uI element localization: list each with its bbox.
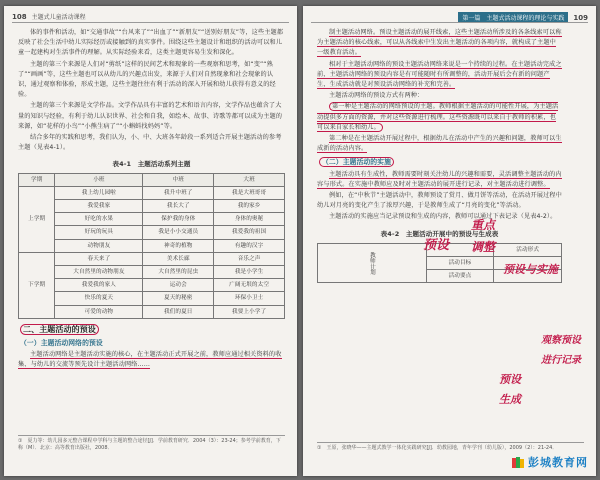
- right-page: [303, 6, 596, 476]
- table-cell: 我是小学生: [214, 266, 285, 279]
- left-header: [12, 12, 86, 21]
- table-4-1-caption: 表4-1 主题活动系列主题: [112, 160, 191, 169]
- table-cell: 我的家乡: [214, 200, 285, 213]
- table-cell: 身体的奥秘: [214, 213, 285, 226]
- right-paragraph-5-text: 第二种是在主题活动开展过程中，根据幼儿在活动中产生的兴趣和问题，教师可以生成新的活动内容。: [317, 135, 562, 153]
- table-cell: 我们的夏日: [143, 305, 214, 318]
- table-header: 中班: [143, 173, 214, 186]
- book-icon: [511, 455, 525, 469]
- table-cell: 我升中班了: [143, 186, 214, 199]
- handwritten-note: 调整: [471, 240, 496, 254]
- table-cell: 有趣的汉字: [214, 239, 285, 252]
- left-paragraph-2: 主题的第三个来源是人们对“剪纸”这样的民间艺术和现象的一些观察和思考，如“变”“熟了”“画画”等，这些主题也可以从幼儿的兴趣点出发，来源于人们对自然现象和社会现象的认识，通过观察和体验，形成主题，这些主题往往有利于活动的深入开展和幼儿获得有意义的经验。: [18, 60, 276, 99]
- right-footnote: ① 王原，张晓华——主题式教学一体化实践研究[J]．幼教园地，青年学刊（幼儿版），2009（2）：21-24．: [317, 442, 584, 452]
- table-row: [19, 266, 285, 279]
- table-row: [19, 305, 285, 318]
- book-spread: [4, 6, 596, 476]
- table-cell: 好玩的玩具: [55, 226, 143, 239]
- subsection-text: [18, 350, 285, 370]
- table-row: [19, 226, 285, 239]
- table-cell: 保护我的身体: [143, 213, 214, 226]
- subsection-title: （一）主题活动网络的预设: [20, 339, 103, 348]
- handwritten-note: 预设与实施: [503, 263, 558, 276]
- right-paragraph-4: [317, 102, 562, 133]
- table-cell: 我爱我的祖国: [214, 226, 285, 239]
- table-cell: 环保小卫士: [214, 292, 285, 305]
- handwritten-note: 生成: [499, 393, 521, 406]
- handwritten-note: 预设: [423, 238, 450, 253]
- table-row: [19, 292, 285, 305]
- table-row: [19, 213, 285, 226]
- table-cell: 广阔无垠的太空: [214, 279, 285, 292]
- watermark-text: 彭城教育网: [528, 456, 588, 469]
- table-cell: 我上幼儿园啦: [55, 186, 143, 199]
- table-cell: 活动要点: [426, 270, 494, 283]
- right-paragraph-8: 主题活动的实施应当记录预设和生成的内容，教师可以通过下表记录（见表4-2）。: [329, 213, 557, 221]
- subsection-text-highlight: 主题活动网络是主题活动实施的核心，在主题活动正式开展之前，教师应通过相关资料的收集、与幼儿的交流等预先设计主题活动网络……: [18, 351, 282, 369]
- watermark-logo: [511, 454, 588, 470]
- table-cell: 上学期: [19, 186, 55, 252]
- right-paragraph-1: [317, 28, 562, 59]
- table-row: [19, 252, 285, 265]
- section-title: [20, 325, 285, 335]
- table-cell: 我长大了: [143, 200, 214, 213]
- right-paragraph-6-text: 主题活动具有生成性，教师需要时刻关注幼儿的兴趣和需要，灵活调整主题活动的内容与形式。在实施中教师应及时对主题活动的展开进行记录，对主题活动进行调整。: [317, 170, 562, 188]
- table-cell: 音乐之声: [214, 252, 285, 265]
- table-row: [19, 279, 285, 292]
- table-cell: 运动会: [143, 279, 214, 292]
- table-cell: 快乐的夏天: [55, 292, 143, 305]
- table-cell: 可爱的动物: [55, 305, 143, 318]
- left-paragraph-1: 体的事件和活动，如“交通事故”“台风来了”“出血了”“新朋友”“送别好朋友”等，这些主题都反映了社会生活中幼儿实际经历或接触到的真实事件。围绕这些主题设计和组织的活动可以和儿童一起建构对生活事件的理解。从实际经验来看，这类主题更容易生发和深化。: [18, 29, 284, 57]
- handwritten-note: 进行记录: [541, 355, 581, 366]
- table-header: 学期: [19, 173, 55, 186]
- table-cell: 我是小小交通员: [143, 226, 214, 239]
- left-paragraph-3: 主题的第三个来源是文学作品。文学作品具有丰富的艺术和语言内容，文学作品也蕴含了大量的知识与经验，有利于幼儿认识世界、社会和自我，如绘本、故事、诗歌等都可以成为主题的来源，如“花样的小鸟”“小熊生病了”“小蝌蚪找妈妈”等。: [18, 102, 283, 130]
- table-cell: 我是大班哥哥: [214, 186, 285, 199]
- table-cell: 我爱我的家人: [55, 279, 143, 292]
- right-subsection-title-text: （二）主题活动的实施: [319, 157, 394, 167]
- table-row: [19, 186, 285, 199]
- right-paragraph-6: [317, 170, 562, 190]
- table-cell: 活动形式: [494, 243, 562, 256]
- left-page-number: 108: [12, 12, 27, 21]
- table-cell: 好吃的水果: [55, 213, 143, 226]
- left-paragraph-4: 结合多年的实践和思考，我们认为，小、中、大班各年龄段一系列适合开展主题活动的参考主题（见表4-1）。: [18, 134, 282, 152]
- table-row: [19, 200, 285, 213]
- left-body: [18, 28, 285, 372]
- handwritten-note: 重点: [471, 218, 496, 232]
- right-page-number: 109: [573, 13, 588, 22]
- right-paragraph-2-text: 相对于主题活动网络的预设主题活动网络来说是一个持续的过程。在主题活动完成之前，主题活动网络的预设内容是有可能随时有所调整的，活动开展后会有新的问题产生，生成活动就是对预设活动网络的补充和完善。: [317, 60, 562, 89]
- right-paragraph-2: [317, 60, 562, 91]
- handwritten-note: 观察预设: [541, 335, 581, 346]
- right-paragraph-1-text: 制主题活动网络。预设主题活动的展开线索，这些主题活动所涉及的各条线索可以称为主题活动的核心线索，可以从各线索中生发出主题活动的各项内容，就构成了主题中一级教育活动。: [317, 29, 562, 57]
- table-4-1: [18, 173, 285, 319]
- table-cell: 我爱我家: [55, 200, 143, 213]
- table-cell: 大自然里的昆虫: [143, 266, 214, 279]
- left-page: [4, 6, 297, 476]
- right-paragraph-4-text: 第一种是主题活动的网络预设的主题。教师根据主题活动的可能性开展，为主题活动提供多方面的资源，并对这些资源进行梳理。这些资源既可以来自于教师的积累，也可以来自家长和幼儿。: [317, 103, 559, 131]
- right-subsection-title: [319, 157, 562, 167]
- header-rule: [12, 22, 289, 23]
- header-rule: [311, 22, 588, 23]
- table-side-label: 教师计划: [318, 243, 427, 283]
- table-cell: 活动目标: [426, 257, 494, 270]
- handwritten-note: 预设: [499, 373, 521, 386]
- table-cell: 夏天的秘密: [143, 292, 214, 305]
- table-4-2-caption: 表4-2 主题活动开展中的预设与生成表: [380, 229, 499, 238]
- table-cell: 美术长廊: [143, 252, 214, 265]
- table-cell: 动物朋友: [55, 239, 143, 252]
- chapter-tab: 第一篇 主题式活动课程的理论与实践: [458, 12, 568, 23]
- table-cell: 春天来了: [55, 252, 143, 265]
- table-cell: 我要上小学了: [214, 305, 285, 318]
- table-header: 小班: [55, 173, 143, 186]
- right-paragraph-3: 主题活动网络的预设方式有两种：: [329, 92, 424, 100]
- left-running-head: 主题式儿童活动课程: [31, 14, 86, 21]
- section-title-text: 二、主题活动的预设: [20, 324, 99, 335]
- right-paragraph-5: [317, 134, 562, 154]
- table-cell: 大自然里的动物朋友: [55, 266, 143, 279]
- table-header: 大班: [214, 173, 285, 186]
- table-cell: 神奇的植物: [143, 239, 214, 252]
- table-cell: 下学期: [19, 252, 55, 318]
- table-row: [19, 239, 285, 252]
- right-paragraph-7: 例如，在“中秋节”主题活动中，教师预设了赏月、做月饼等活动，在活动开展过程中幼儿对月亮的变化产生了浓厚兴趣，于是教师生成了“月亮的变化”等活动。: [317, 192, 562, 210]
- left-footnote: ① 夏力等：幼儿园多元整合课程中学科与主题的整合途径[J]．学前教育研究．2004（3）：23-24；参考学前教育，下称（M）．北京：高等教育出版社，2008．: [18, 435, 285, 452]
